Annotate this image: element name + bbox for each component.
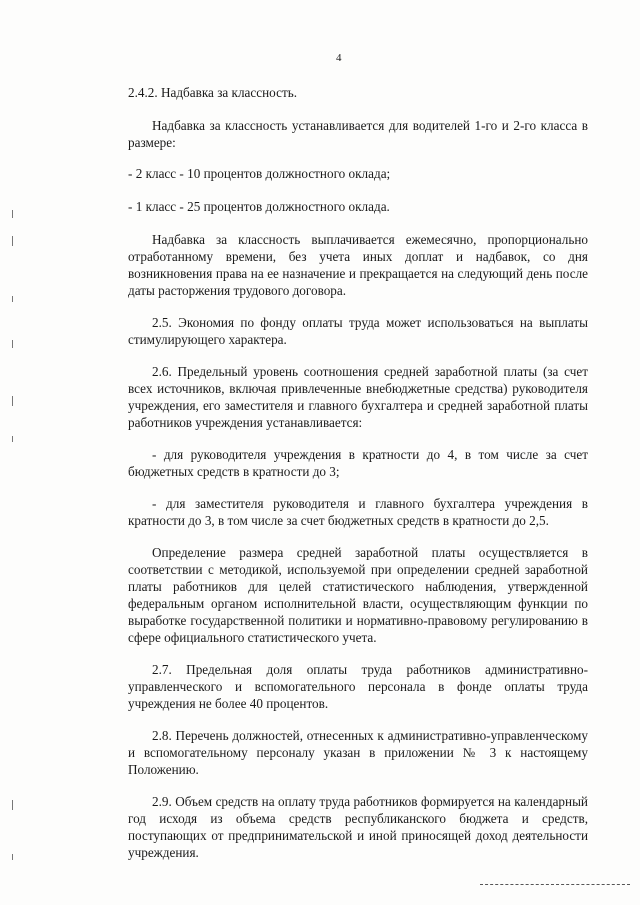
scan-mark	[12, 396, 13, 406]
paragraph-classness-drivers: Надбавка за классность устанавливается для водителей 1-го и 2-го класса в размере:	[128, 118, 588, 150]
scan-mark	[12, 854, 13, 860]
paragraph-2-9: 2.9. Объем средств на оплату труда работников формируется на календарный год исходя из объема средств республиканского бюджета и средств, поступающих от предпринимательской и иной приносящей доход деятельности учреждения.	[128, 794, 588, 860]
scan-margin-marks	[12, 200, 16, 900]
document-body	[128, 84, 588, 876]
bullet-class-1: - 1 класс - 25 процентов должностного оклада.	[128, 199, 390, 214]
section-heading-2-4-2: 2.4.2. Надбавка за классность.	[128, 85, 298, 100]
paragraph-2-6-head: - для руководителя учреждения в кратности до 4, в том числе за счет бюджетных средств в кратности до 3;	[128, 447, 588, 479]
scan-mark	[12, 340, 13, 348]
scan-mark	[12, 236, 13, 246]
page-number: 4	[336, 52, 342, 64]
scan-mark	[12, 800, 13, 810]
paragraph-2-6: 2.6. Предельный уровень соотношения средней заработной платы (за счет всех источников, включая привлеченные внебюджетные средства) руководителя учреждения, его заместителя и главного бухгалтера и средней заработной платы работников учреждения устанавливается:	[128, 364, 588, 430]
scan-mark	[12, 210, 13, 218]
paragraph-2-7: 2.7. Предельная доля оплаты труда работников административно-управленческого и вспомогательного персонала в фонде оплаты труда учреждения не более 40 процентов.	[128, 662, 588, 711]
paragraph-2-5: 2.5. Экономия по фонду оплаты труда может использоваться на выплаты стимулирующего характера.	[128, 315, 588, 347]
scan-mark	[12, 436, 13, 442]
scan-mark	[12, 296, 13, 302]
paragraph-average-salary-method: Определение размера средней заработной платы осуществляется в соответствии с методикой, используемой при определении средней заработной платы работников для целей статистического наблюдения, утвержденной федеральным органом исполнительной власти, осуществляющим функции по выработке государственной политики и нормативно-правовому регулированию в сфере официального статистического учета.	[128, 545, 588, 645]
paragraph-classness-payment: Надбавка за классность выплачивается ежемесячно, пропорционально отработанному времени, без учета иных доплат и надбавок, со дня возникновения права на ее назначение и прекращается на следующий день после даты расторжения трудового договора.	[128, 232, 588, 298]
paragraph-2-8: 2.8. Перечень должностей, отнесенных к административно-управленческому и вспомогательному персоналу указан в приложении № 3 к настоящему Положению.	[128, 728, 588, 777]
bullet-class-2: - 2 класс - 10 процентов должностного оклада;	[128, 166, 391, 181]
paragraph-2-6-deputy: - для заместителя руководителя и главного бухгалтера учреждения в кратности до 3, в том числе за счет бюджетных средств в кратности до 2,5.	[128, 496, 588, 528]
footer-rule	[480, 884, 630, 886]
